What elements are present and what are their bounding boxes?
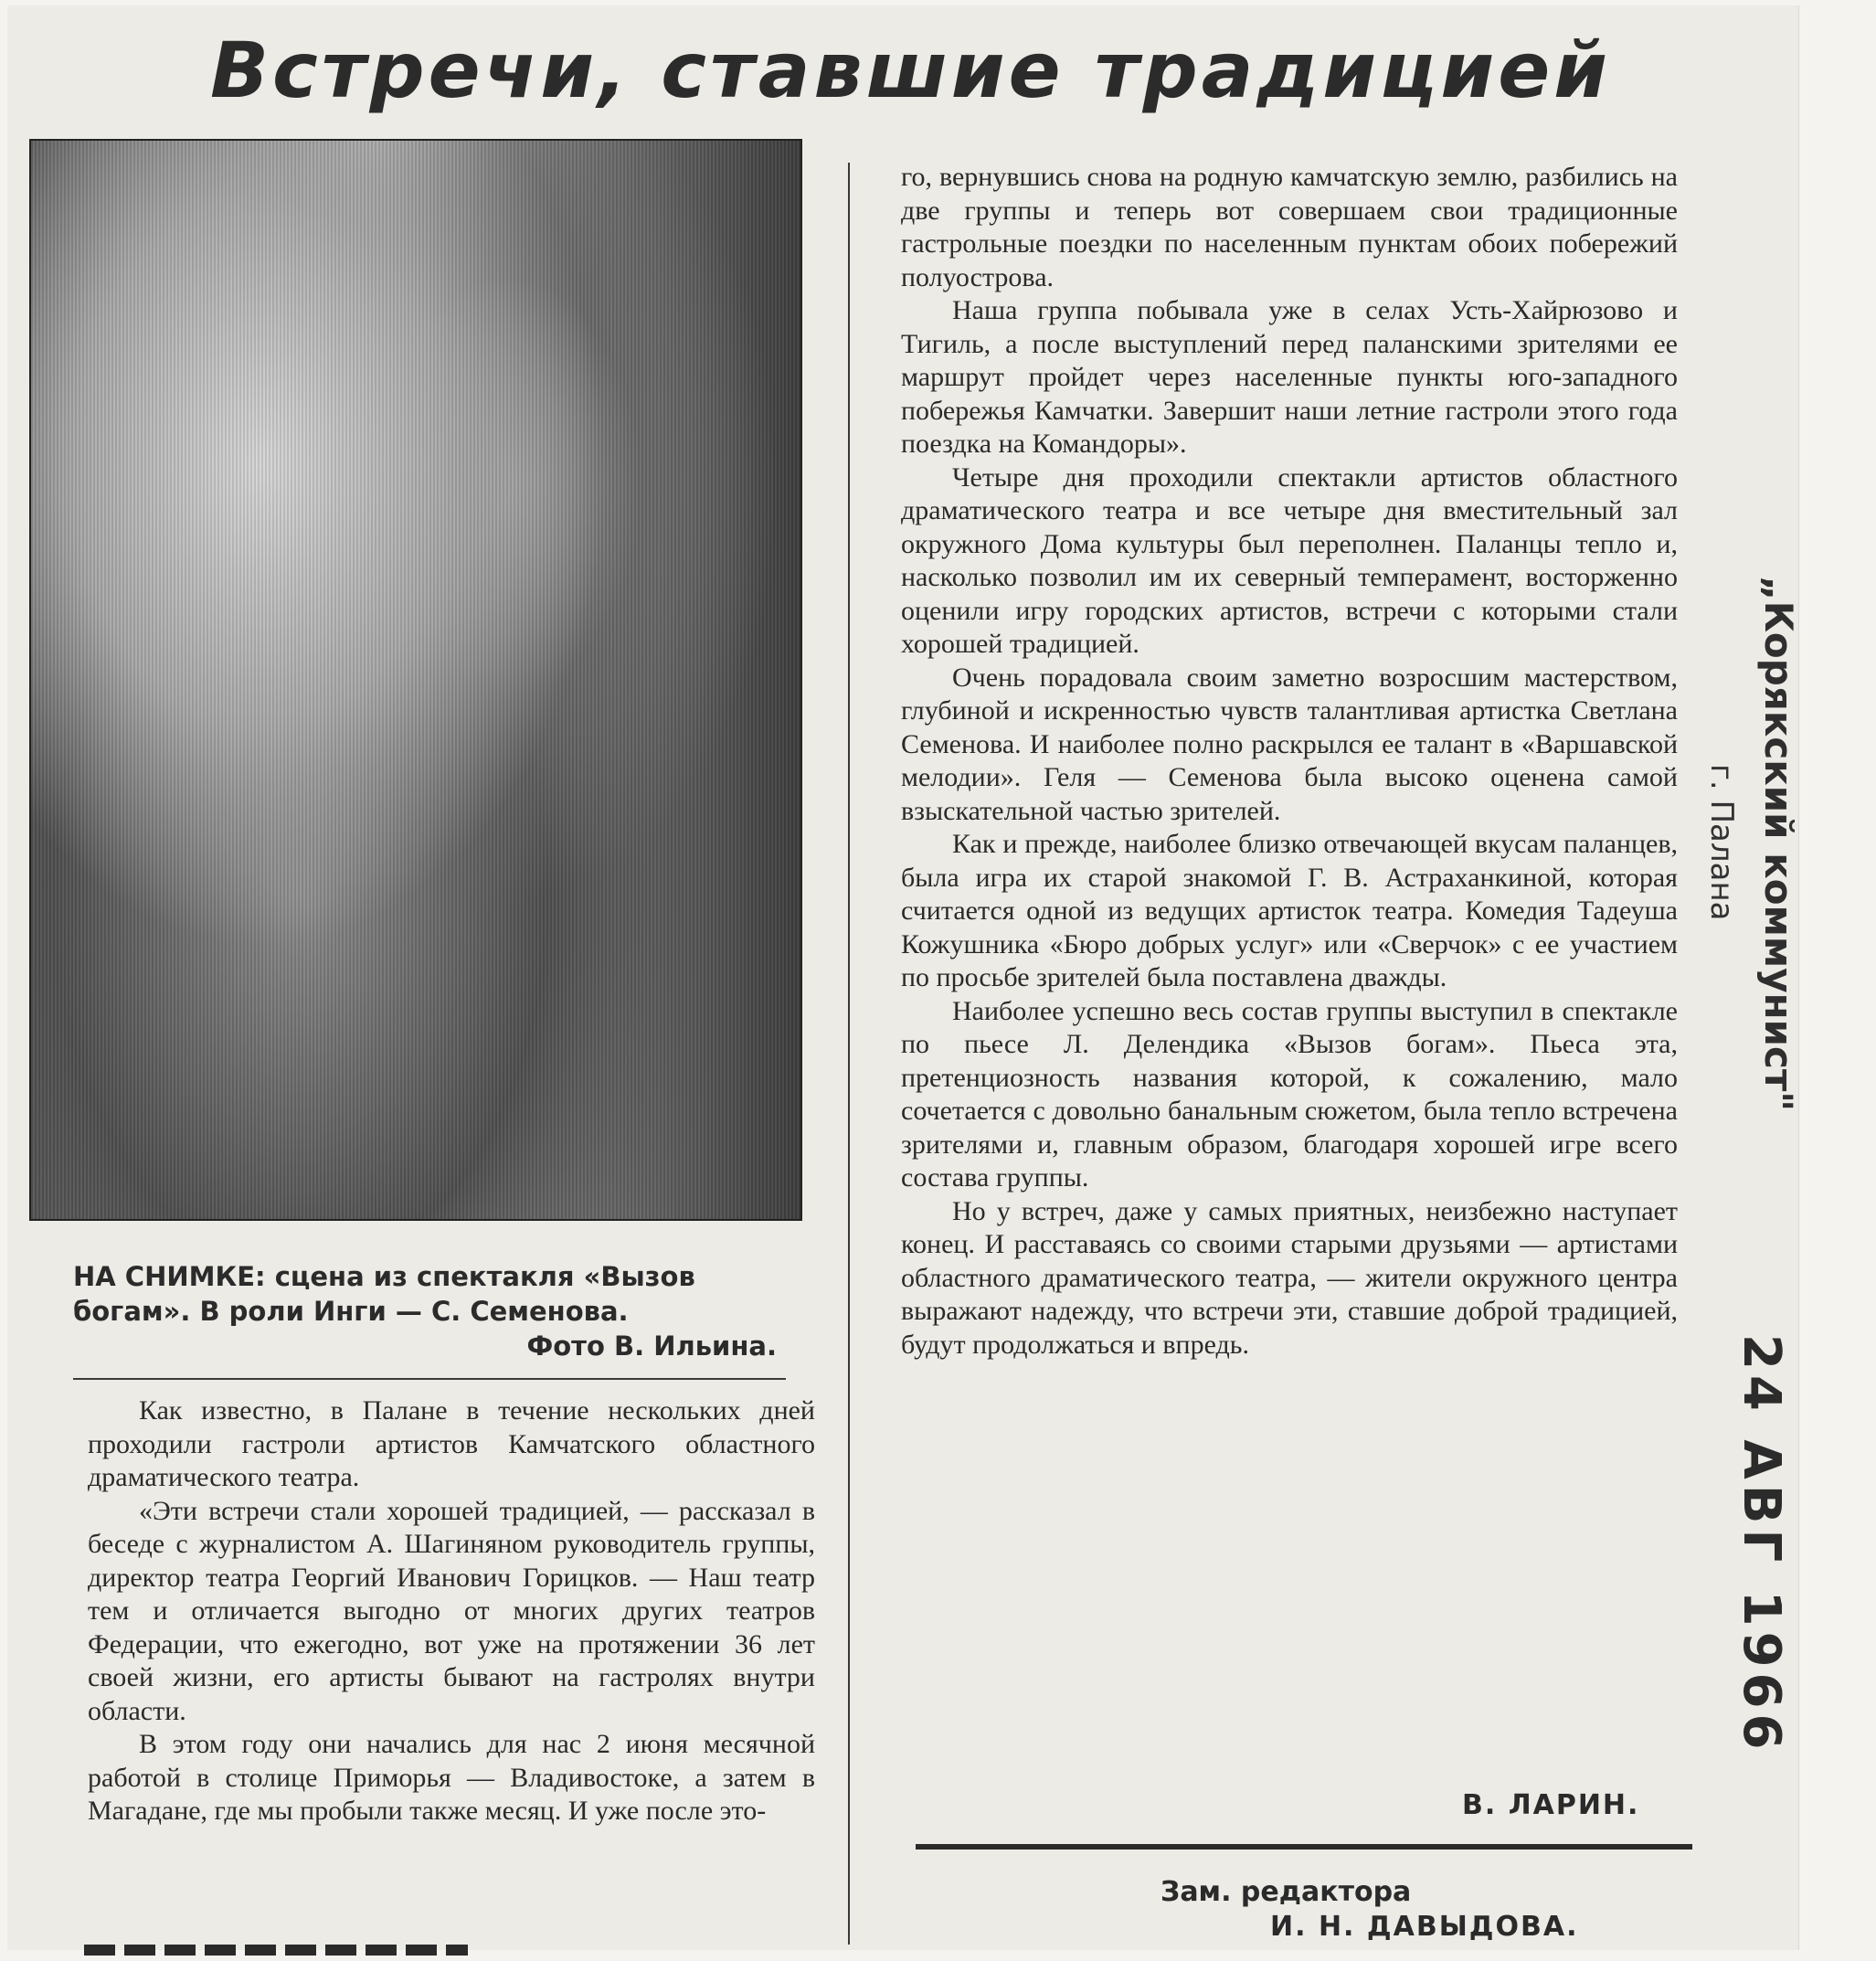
paragraph: Как и прежде, наиболее близко отвечающей вкусам паланцев, была игра их старой знакомой Г. В. Астраханкиной, которая считается одной из ведущих артисток театра. Комедия Тадеуша Кожушника «Бюро добрых услуг» или «Сверчок» с ее участием по просьбе зрителей была поставлена дважды. <box>901 829 1678 992</box>
paragraph: Наиболее успешно весь состав группы выступил в спектакле по пьесе Л. Делендика «Вызов богам». Пьеса эта, претенциозность названия которой, к сожалению, мало сочетается с довольно банальным сюжетом, была тепло встречена зрителями и, главным образом, благодаря хорошей игре всего состава группы. <box>901 995 1678 1192</box>
caption-line-2: богам». В роли Инги — С. Семенова. <box>73 1296 629 1327</box>
footer-rule <box>916 1844 1692 1850</box>
author-signature: В. ЛАРИН. <box>1462 1789 1640 1821</box>
newspaper-stamp <box>1741 576 1805 1142</box>
caption-divider <box>73 1378 786 1380</box>
city-name: г. Палана <box>1703 764 1740 921</box>
newspaper-name: „Корякский коммунист" <box>1756 576 1801 1112</box>
caption-line-1: НА СНИМКЕ: сцена из спектакля «Вызов <box>73 1261 695 1292</box>
cut-off-heading-fragment <box>84 1945 468 1956</box>
editor-credit <box>1161 1875 1579 1945</box>
editor-title: Зам. редактора <box>1161 1876 1412 1908</box>
paragraph: Очень порадовала своим заметно возросшим мастерством, глубиной и искренностью чувств талантливая артистка Светлана Семенова. И наиболее полно раскрылся ее талант в «Варшавской мелодии». Геля — Семенова была высоко оценена самой взыскательной частью зрителей. <box>901 662 1678 826</box>
date-stamp <box>1718 1334 1800 1755</box>
paragraph: В этом году они начались для нас 2 июня месячной работой в столице Приморья — Владивостоке, а затем в Магадане, где мы пробыли также месяц. И уже после это- <box>88 1729 815 1826</box>
paragraph: «Эти встречи стали хорошей традицией, — рассказал в беседе с журналистом А. Шагиняном руководитель группы, директор театра Георгий Иванович Горицков. — Наш театр тем и отличается выгодно от многих других театров Федерации, что ежегодно, вот уже на протяжении 36 лет своей жизни, его артисты бывают на гастролях внутри области. <box>88 1495 815 1726</box>
article-headline: Встречи, ставшие традицией <box>210 26 1612 115</box>
paragraph: го, вернувшись снова на родную камчатскую землю, разбились на две группы и теперь вот совершаем свои традиционные гастрольные поездки по населенным пунктам обоих побережий полуострова. <box>901 162 1678 292</box>
paragraph: Как известно, в Палане в течение нескольких дней проходили гастроли артистов Камчатского областного драматического театра. <box>88 1395 815 1492</box>
photo-credit: Фото В. Ильина. <box>526 1330 777 1362</box>
editor-name: И. Н. ДАВЫДОВА. <box>1270 1911 1579 1943</box>
stamp-date-text: 24 АВГ 1966 <box>1732 1334 1791 1755</box>
column-divider <box>848 163 850 1945</box>
article-column-left <box>88 1394 815 1828</box>
article-photo <box>29 139 802 1221</box>
photo-caption <box>73 1259 813 1363</box>
paragraph: Но у встреч, даже у самых приятных, неизбежно наступает конец. И расставаясь со своими старыми друзьями — артистами областного драматического театра, — жители окружного центра выражают надежду, что встречи эти, ставшие доброй традицией, будут продолжаться и впредь. <box>901 1195 1678 1360</box>
paragraph: Наша группа побывала уже в селах Усть-Хайрюзово и Тигиль, а после выступлений перед паланскими зрителями ее маршрут пройдет через населенные пункты юго-западного побережья Камчатки. Завершит наши летние гастроли этого года поездка на Командоры». <box>901 295 1678 459</box>
article-column-right <box>901 161 1678 1362</box>
city-stamp <box>1701 764 1747 1020</box>
paragraph: Четыре дня проходили спектакли артистов областного драматического театра и все четыре дня вместительный зал окружного Дома культуры был переполнен. Паланцы тепло и, насколько позволил им их северный темперамент, восторженно оценили игру городских артистов, встречи с которыми стали хорошей традицией. <box>901 461 1678 659</box>
